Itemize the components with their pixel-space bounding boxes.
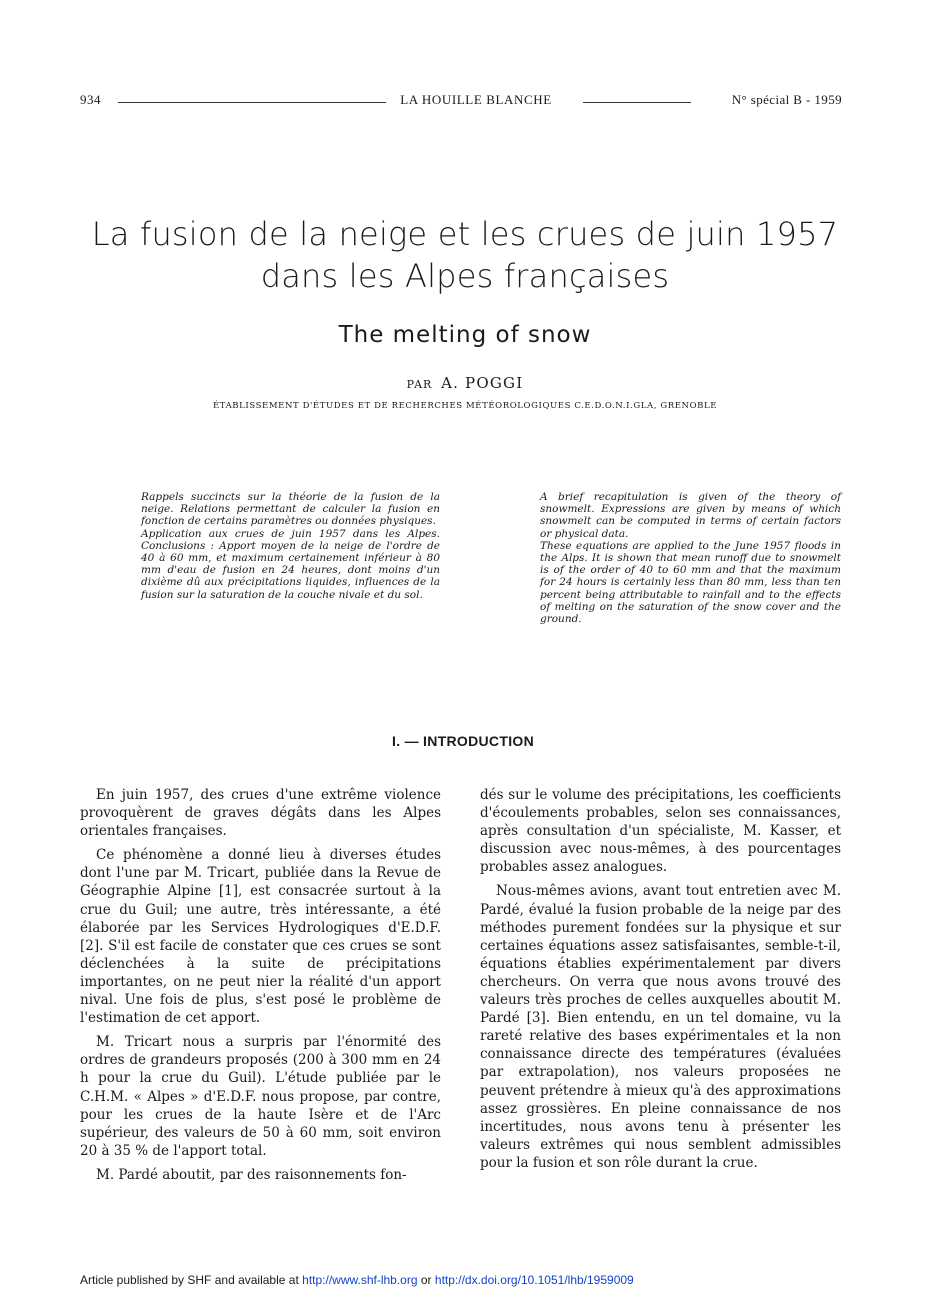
article-title-fr [50, 213, 880, 297]
body-paragraph: En juin 1957, des crues d'une extrême violence provoquèrent de graves dégâts dans les Alpes orientales françaises. [80, 787, 441, 840]
body-column-right [480, 786, 841, 1178]
body-paragraph: M. Tricart nous a surpris par l'énormité des ordres de grandeurs proposés (200 à 300 mm en 24 h pour la crue du Guil). L'étude publiée par le C.H.M. « Alpes » d'E.D.F. nous propose, par contre, pour les crues de la haute Isère et de l'Arc supérieur, des valeurs de 50 à 60 mm, soit environ 20 à 35 % de l'apport total. [80, 1034, 441, 1159]
abstract-fr-paragraph: Rappels succincts sur la théorie de la fusion de la neige. Relations permettant de calculer la fusion en fonction de certains paramètres ou données physiques. [141, 491, 440, 528]
body-paragraph: Ce phénomène a donné lieu à diverses études dont l'une par M. Tricart, publiée dans la Revue de Géographie Alpine [1], est consacrée surtout à la crue du Guil; une autre, très intéressante, a été élaborée par les Services Hydrologiques d'E.D.F. [2]. S'il est facile de constater que ces crues se sont déclenchées à la suite de précipitations importantes, on ne peut nier la réalité d'un apport nival. Une fois de plus, s'est posé le problème de l'estimation de cet apport. [80, 847, 441, 1027]
body-paragraph-continued: dés sur le volume des précipitations, les coefficients d'écoulements probables, selon ses connaissances, après consultation d'un spécialiste, M. Kasser, et discussion avec nous-mêmes, à des pourcentages probables assez analogues. [480, 787, 841, 876]
footer-link-doi[interactable]: http://dx.doi.org/10.1051/lhb/1959009 [434, 1273, 634, 1287]
body-paragraph: Nous-mêmes avions, avant tout entretien avec M. Pardé, évalué la fusion probable de la neige par des méthodes purement fondées sur la physique et sur certaines équations assez satisfaisantes, semble-t-il, équations établies expérimentalement par divers chercheurs. On verra que nous avons trouvé des valeurs très proches de celles auxquelles aboutit M. Pardé [3]. Bien entendu, en un tel domaine, vu la rareté relative des bases expérimentales et la non connaissance directe des températures (évaluées par extrapolation), nos valeurs proposées ne peuvent prétendre à mieux qu'à des approximations assez grossières. En pleine connaissance de nos incertitudes, nous avons tenu à présenter les valeurs extrêmes qui nous semblent admissibles pour la fusion et son rôle durant la crue. [480, 883, 841, 1171]
abstract-fr-paragraph: Application aux crues de juin 1957 dans les Alpes. Conclusions : Apport moyen de la neige de l'ordre de 40 à 60 mm, et maximum certainement inférieur à 80 mm d'eau de fusion en 24 heures, dont moins d'un dixième dû aux précipitations liquides, influences de la fusion sur la saturation de la couche nivale et du sol. [141, 527, 440, 601]
page-number: 934 [80, 92, 101, 107]
running-header [80, 92, 842, 112]
abstract-en [540, 491, 841, 625]
author-name: A. POGGI [441, 374, 524, 392]
body-paragraph: M. Pardé aboutit, par des raisonnements fon- [96, 1166, 407, 1183]
footer-prefix: Article published by SHF and available at [80, 1273, 299, 1287]
body-column-left [80, 786, 441, 1190]
article-title-fr-line1: La fusion de la neige et les crues de juin 1957 [91, 215, 839, 253]
author-affiliation: ÉTABLISSEMENT D'ÉTUDES ET DE RECHERCHES MÉTÉOROLOGIQUES C.E.D.O.N.I.GLA, GRENOBLE [212, 401, 718, 411]
author-line [50, 374, 880, 392]
section-heading: I. — INTRODUCTION [392, 733, 534, 749]
header-rule-right [583, 102, 691, 103]
footer-link-shf[interactable]: http://www.shf-lhb.org [302, 1273, 418, 1287]
abstract-en-paragraph: A brief recapitulation is given of the theory of snowmelt. Expressions are given by means of which snowmelt can be computed in terms of certain factors or physical data. [540, 491, 841, 540]
header-rule-left [118, 102, 386, 103]
author-prefix: PAR [406, 378, 433, 391]
journal-name: LA HOUILLE BLANCHE [400, 92, 552, 107]
issue-label: N° spécial B - 1959 [731, 92, 842, 107]
abstract-en-paragraph: These equations are applied to the June 1957 floods in the Alps. It is shown that mean runoff due to snowmelt is of the order of 40 to 60 mm and that the maximum for 24 hours is certainly less than 80 mm, less than ten percent being attributable to rainfall and to the effects of melting on the saturation of the snow cover and the ground. [540, 539, 841, 626]
article-title-fr-line2: dans les Alpes françaises [260, 257, 670, 295]
abstract-fr [141, 491, 440, 601]
footer-or: or [420, 1273, 432, 1287]
publication-footer [80, 1273, 634, 1287]
article-title-en: The melting of snow [338, 322, 592, 348]
